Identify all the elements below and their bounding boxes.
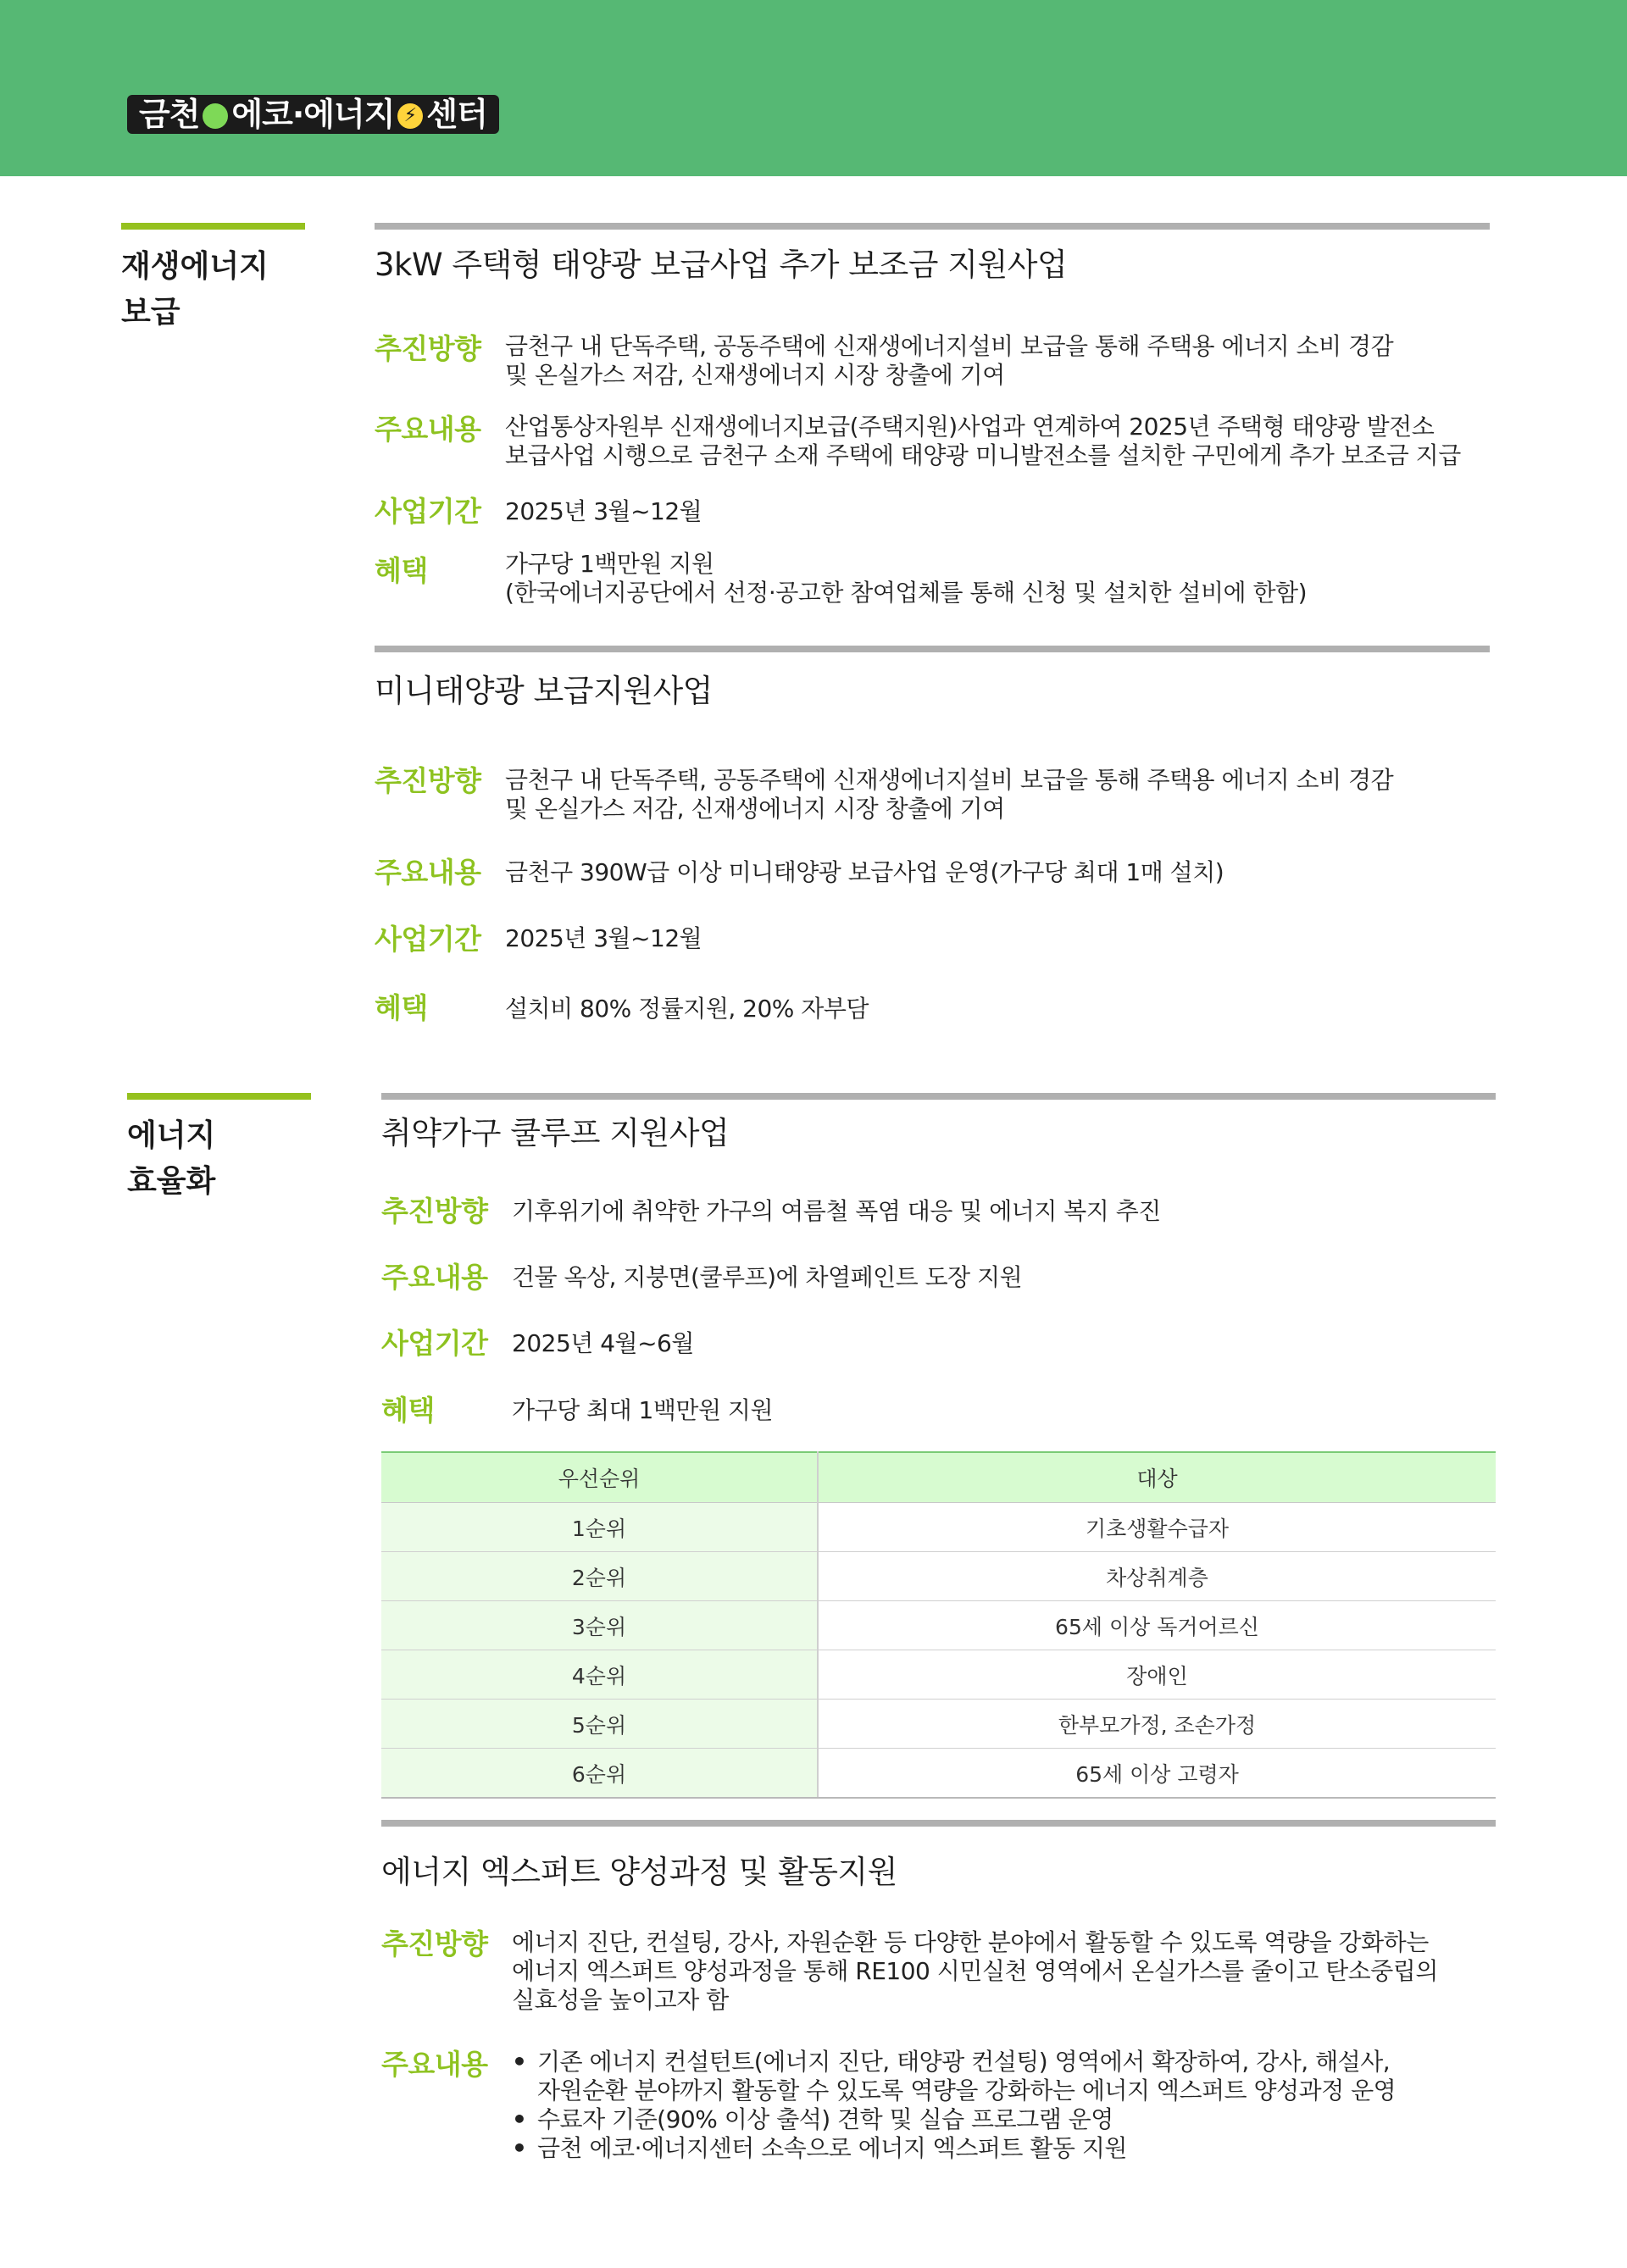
content-label: 주요내용 [381, 1261, 488, 1294]
target-cell: 장애인 [818, 1650, 1496, 1700]
column-header-target: 대상 [818, 1452, 1496, 1503]
table-row [381, 1503, 1496, 1552]
text-line: 금천구 내 단독주택, 공동주택에 신재생에너지설비 보급을 통해 주택용 에너지 소비 경감 [505, 332, 1394, 360]
period-text: 2025년 4월~6월 [512, 1329, 694, 1357]
content-label: 주요내용 [375, 413, 481, 446]
table-row [381, 1650, 1496, 1700]
table-header-row [381, 1452, 1496, 1503]
category-bar [127, 1093, 311, 1100]
content-label: 주요내용 [375, 856, 481, 889]
section-divider [381, 1820, 1496, 1827]
direction-label: 추진방향 [375, 332, 481, 365]
text-line: 가구당 1백만원 지원 [505, 550, 714, 578]
target-cell: 65세 이상 고령자 [818, 1749, 1496, 1799]
list-item [512, 2105, 1396, 2134]
section-title: 취약가구 쿨루프 지원사업 [381, 1115, 730, 1151]
period-label: 사업기간 [375, 495, 481, 528]
benefit-label: 혜택 [375, 554, 428, 587]
target-cell: 차상취계층 [818, 1552, 1496, 1601]
period-label: 사업기간 [381, 1327, 488, 1360]
benefit-label: 혜택 [375, 991, 428, 1024]
table-row [381, 1552, 1496, 1601]
priority-cell: 1순위 [381, 1503, 818, 1552]
logo [127, 95, 499, 134]
priority-cell: 3순위 [381, 1601, 818, 1650]
direction-text [505, 332, 1454, 390]
table-row [381, 1749, 1496, 1799]
section-title: 3kW 주택형 태양광 보급사업 추가 보조금 지원사업 [375, 247, 1068, 283]
text-line: • 금천 에코·에너지센터 소속으로 에너지 엑스퍼트 활동 지원 [537, 2134, 1127, 2162]
period-label: 사업기간 [375, 923, 481, 956]
text-line: 설치비 80% 정률지원, 20% 자부담 [505, 995, 869, 1023]
text-line: (한국에너지공단에서 선정·공고한 참여업체를 통해 신청 및 설치한 설비에 한함) [505, 579, 1307, 607]
content-text [505, 413, 1461, 470]
benefit-text [505, 995, 1454, 1023]
text-line: 및 온실가스 저감, 신재생에너지 시장 창출에 기여 [505, 361, 1005, 389]
category-title-line: 재생에너지 [121, 249, 269, 284]
direction-label: 추진방향 [381, 1195, 488, 1228]
text-line: 금천구 390W급 이상 미니태양광 보급사업 운영(가구당 최대 1매 설치) [505, 858, 1224, 886]
direction-text [505, 766, 1454, 823]
text-line: 실효성을 높이고자 함 [512, 1986, 729, 2014]
priority-cell: 6순위 [381, 1749, 818, 1799]
priority-cell: 5순위 [381, 1700, 818, 1749]
column-header-priority: 우선순위 [381, 1452, 818, 1503]
logo-text-center: 센터 [426, 96, 487, 133]
content-label: 주요내용 [381, 2048, 488, 2081]
category-bar [121, 223, 305, 230]
section-title: 미니태양광 보급지원사업 [375, 673, 713, 709]
section-divider [375, 223, 1490, 230]
priority-table [381, 1451, 1496, 1799]
period-text: 2025년 3월~12월 [505, 497, 702, 525]
text-line: 에너지 진단, 컨설팅, 강사, 자원순환 등 다양한 분야에서 활동할 수 있도록 역량을 강화하는 [512, 1928, 1429, 1956]
benefit-text [512, 1396, 1461, 1425]
table-row [381, 1700, 1496, 1749]
text-line: 및 온실가스 저감, 신재생에너지 시장 창출에 기여 [505, 795, 1005, 823]
section-title: 에너지 엑스퍼트 양성과정 및 활동지원 [381, 1854, 897, 1890]
priority-cell: 2순위 [381, 1552, 818, 1601]
text-line: 금천구 내 단독주택, 공동주택에 신재생에너지설비 보급을 통해 주택용 에너지 소비 경감 [505, 766, 1394, 794]
section-divider [381, 1093, 1496, 1100]
category-title-line: 에너지 [127, 1118, 216, 1153]
category-title-line: 효율화 [127, 1164, 216, 1199]
target-cell: 기초생활수급자 [818, 1503, 1496, 1552]
list-item [512, 2134, 1396, 2163]
content-text [512, 1263, 1461, 1292]
lightning-icon: ⚡ [397, 103, 423, 129]
direction-text [512, 1928, 1461, 2015]
target-cell: 한부모가정, 조손가정 [818, 1700, 1496, 1749]
text-line: 에너지 엑스퍼트 양성과정을 통해 RE100 시민실천 영역에서 온실가스를 줄이고 탄소중립의 [512, 1957, 1438, 1985]
logo-text-geumcheon: 금천 [139, 96, 200, 133]
text-line: 가구당 최대 1백만원 지원 [512, 1396, 773, 1424]
direction-label: 추진방향 [375, 764, 481, 797]
priority-cell: 4순위 [381, 1650, 818, 1700]
text-line: 산업통상자원부 신재생에너지보급(주택지원)사업과 연계하여 2025년 주택형 태양광 발전소 [505, 413, 1435, 441]
text-line: 기후위기에 취약한 가구의 여름철 폭염 대응 및 에너지 복지 추진 [512, 1197, 1161, 1225]
category-title [127, 1113, 215, 1205]
benefit-text [505, 550, 1454, 607]
text-line: 자원순환 분야까지 활동할 수 있도록 역량을 강화하는 에너지 엑스퍼트 양성과정 운영 [537, 2077, 1397, 2104]
list-item [512, 2048, 1396, 2105]
table-row [381, 1601, 1496, 1650]
category-title [121, 244, 269, 335]
benefit-label: 혜택 [381, 1394, 435, 1427]
text-line: 건물 옥상, 지붕면(쿨루프)에 차열페인트 도장 지원 [512, 1263, 1023, 1291]
text-line: • 기존 에너지 컨설턴트(에너지 진단, 태양광 컨설팅) 영역에서 확장하여, 강사, 해설사, [537, 2048, 1391, 2076]
target-cell: 65세 이상 독거어르신 [818, 1601, 1496, 1650]
content-bullet-list [512, 2048, 1396, 2163]
text-line: 보급사업 시행으로 금천구 소재 주택에 태양광 미니발전소를 설치한 구민에게 추가 보조금 지급 [505, 441, 1461, 469]
direction-text [512, 1197, 1461, 1226]
section-divider [375, 646, 1490, 652]
logo-text-eco-energy: 에코·에너지 [231, 96, 395, 133]
content-text [505, 858, 1454, 887]
direction-label: 추진방향 [381, 1927, 488, 1960]
header-banner [0, 0, 1627, 176]
leaf-icon [203, 103, 228, 129]
period-text: 2025년 3월~12월 [505, 924, 702, 952]
category-title-line: 보급 [121, 295, 180, 330]
text-line: • 수료자 기준(90% 이상 출석) 견학 및 실습 프로그램 운영 [537, 2105, 1113, 2133]
